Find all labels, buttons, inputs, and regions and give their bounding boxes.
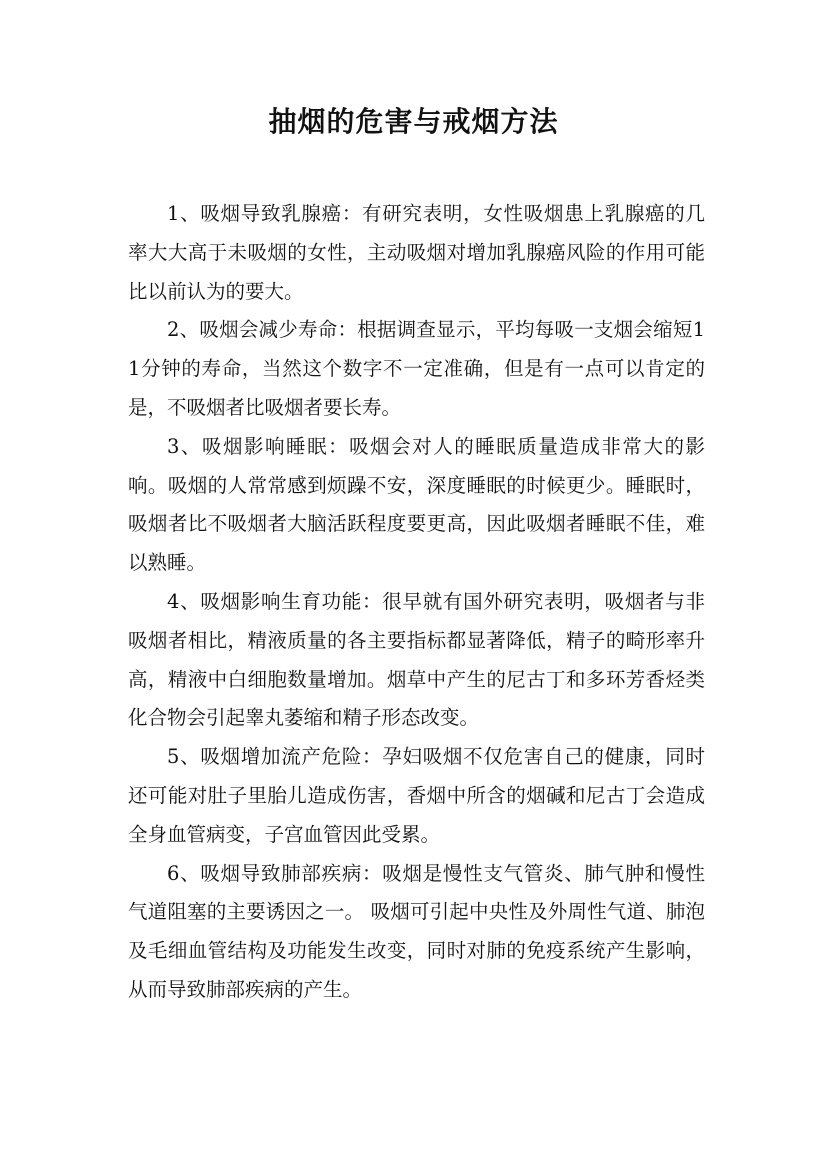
paragraph-6: 6、吸烟导致肺部疾病：吸烟是慢性支气管炎、肺气肿和慢性气道阻塞的主要诱因之一。 吸烟可引起中央性及外周性气道、肺泡及毛细血管结构及功能发生改变，同时对肺的免疫系统产生影响，从而导致肺部疾病的产生。 <box>128 861 705 1001</box>
paragraph-2: 2、吸烟会减少寿命：根据调查显示，平均每吸一支烟会缩短11分钟的寿命，当然这个数字不一定准确，但是有一点可以肯定的是，不吸烟者比吸烟者要长寿。 <box>128 318 705 419</box>
document-body <box>128 195 705 1010</box>
document-title: 抽烟的危害与戒烟方法 <box>268 105 559 138</box>
paragraph-4: 4、吸烟影响生育功能：很早就有国外研究表明，吸烟者与非吸烟者相比，精液质量的各主要指标都显著降低，精子的畸形率升高，精液中白细胞数量增加。烟草中产生的尼古丁和多环芳香烃类化合物会引起睾丸萎缩和精子形态改变。 <box>128 589 705 730</box>
paragraph-5: 5、吸烟增加流产危险：孕妇吸烟不仅危害自己的健康，同时还可能对肚子里胎儿造成伤害，香烟中所含的烟碱和尼古丁会造成全身血管病变，子宫血管因此受累。 <box>128 745 705 846</box>
paragraph-1: 1、吸烟导致乳腺癌：有研究表明，女性吸烟患上乳腺癌的几率大大高于未吸烟的女性，主动吸烟对增加乳腺癌风险的作用可能比以前认为的要大。 <box>128 202 705 303</box>
paragraph-3: 3、吸烟影响睡眠：吸烟会对人的睡眠质量造成非常大的影响。吸烟的人常常感到烦躁不安，深度睡眠的时候更少。睡眠时，吸烟者比不吸烟者大脑活跃程度要更高，因此吸烟者睡眠不佳，难以熟睡。 <box>128 434 705 575</box>
